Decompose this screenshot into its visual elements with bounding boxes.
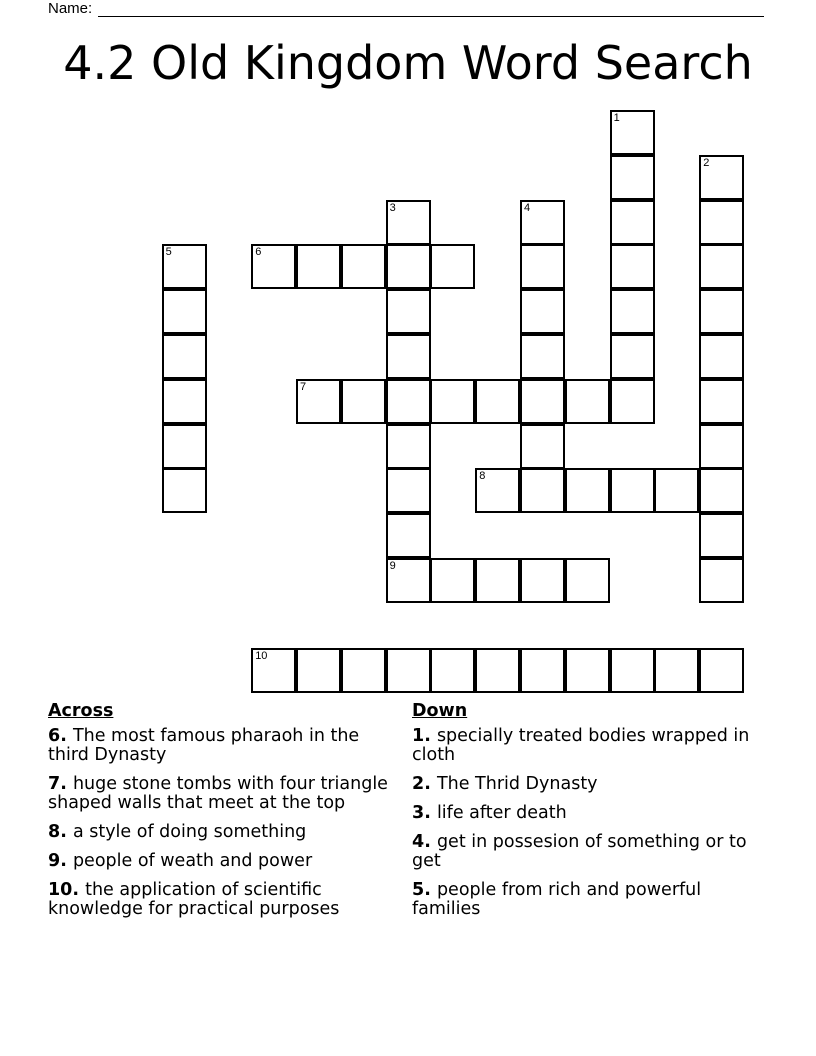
clue-number: 5 <box>412 880 425 900</box>
clue-text: people of weath and power <box>72 851 313 871</box>
grid-cell[interactable] <box>610 289 655 334</box>
clue-number-dot: . <box>72 880 86 900</box>
clue-number: 8 <box>48 822 61 842</box>
grid-cell[interactable] <box>162 289 207 334</box>
clue-text: The Thrid Dynasty <box>436 774 598 794</box>
grid-cell[interactable] <box>699 379 744 424</box>
down-clue <box>412 881 752 919</box>
grid-cell[interactable] <box>386 648 431 693</box>
clue-number: 3 <box>389 201 396 214</box>
across-clue <box>48 775 393 813</box>
grid-cell[interactable] <box>520 648 565 693</box>
grid-cell[interactable] <box>430 558 475 603</box>
clue-number: 8 <box>479 470 486 483</box>
grid-cell[interactable] <box>610 334 655 379</box>
grid-cell[interactable] <box>386 244 431 289</box>
grid-cell[interactable] <box>296 244 341 289</box>
grid-cell[interactable] <box>520 334 565 379</box>
grid-cell[interactable] <box>699 468 744 513</box>
clue-number-dot: . <box>60 822 73 842</box>
clue-text: The most famous pharaoh in the third Dynasty <box>48 726 360 765</box>
clue-number: 1 <box>412 726 425 746</box>
grid-cell[interactable] <box>296 648 341 693</box>
clue-number: 10 <box>255 649 268 662</box>
grid-cell[interactable] <box>162 379 207 424</box>
grid-cell[interactable] <box>386 200 431 245</box>
grid-cell[interactable] <box>386 513 431 558</box>
down-clue <box>412 727 752 765</box>
grid-cell[interactable] <box>162 334 207 379</box>
grid-cell[interactable] <box>520 424 565 469</box>
grid-cell[interactable] <box>341 244 386 289</box>
grid-cell[interactable] <box>475 468 520 513</box>
grid-cell[interactable] <box>386 379 431 424</box>
clue-text: the application of scientific knowledge for practical purposes <box>48 880 340 919</box>
clue-number-dot: . <box>424 726 437 746</box>
grid-cell[interactable] <box>475 648 520 693</box>
grid-cell[interactable] <box>699 558 744 603</box>
grid-cell[interactable] <box>610 110 655 155</box>
grid-cell[interactable] <box>251 648 296 693</box>
name-field[interactable] <box>48 0 764 17</box>
clue-text: a style of doing something <box>72 822 307 842</box>
across-clues <box>48 702 393 929</box>
clue-text: specially treated bodies wrapped in cloth <box>412 726 750 765</box>
clue-number: 3 <box>412 803 425 823</box>
grid-cell[interactable] <box>520 289 565 334</box>
grid-cell[interactable] <box>520 558 565 603</box>
clue-number: 5 <box>165 246 172 259</box>
clue-number: 9 <box>48 851 61 871</box>
grid-cell[interactable] <box>699 424 744 469</box>
grid-cell[interactable] <box>520 379 565 424</box>
clue-number-dot: . <box>60 774 73 794</box>
clue-number-dot: . <box>424 803 437 823</box>
grid-cell[interactable] <box>386 289 431 334</box>
grid-cell[interactable] <box>565 379 610 424</box>
grid-cell[interactable] <box>699 289 744 334</box>
clue-number: 2 <box>703 156 710 169</box>
across-clue <box>48 852 393 871</box>
grid-cell[interactable] <box>430 244 475 289</box>
grid-cell[interactable] <box>430 648 475 693</box>
grid-cell[interactable] <box>162 468 207 513</box>
grid-cell[interactable] <box>520 244 565 289</box>
clue-number: 7 <box>48 774 61 794</box>
grid-cell[interactable] <box>610 379 655 424</box>
grid-cell[interactable] <box>341 648 386 693</box>
across-heading: Across <box>48 701 114 721</box>
clue-number: 4 <box>412 832 425 852</box>
grid-cell[interactable] <box>475 379 520 424</box>
grid-cell[interactable] <box>565 558 610 603</box>
across-clue <box>48 881 393 919</box>
grid-cell[interactable] <box>520 200 565 245</box>
clue-number: 9 <box>389 560 396 572</box>
grid-cell[interactable] <box>520 468 565 513</box>
grid-cell[interactable] <box>162 244 207 289</box>
grid-cell[interactable] <box>251 244 296 289</box>
clue-text: people from rich and powerful families <box>412 880 702 919</box>
grid-cell[interactable] <box>610 244 655 289</box>
clue-number: 7 <box>300 380 307 393</box>
grid-cell[interactable] <box>610 468 655 513</box>
grid-cell[interactable] <box>610 200 655 245</box>
grid-cell[interactable] <box>699 334 744 379</box>
clue-number-dot: . <box>60 851 73 871</box>
grid-cell[interactable] <box>654 468 699 513</box>
clue-number-dot: . <box>424 832 437 852</box>
clue-number: 6 <box>255 246 262 259</box>
grid-cell[interactable] <box>699 155 744 200</box>
across-clue <box>48 823 393 842</box>
down-clue <box>412 804 752 823</box>
grid-cell[interactable] <box>475 558 520 603</box>
clue-number: 10 <box>48 880 73 900</box>
grid-cell[interactable] <box>610 648 655 693</box>
clue-number: 2 <box>412 774 425 794</box>
clue-text: huge stone tombs with four triangle shaped walls that meet at the top <box>48 774 388 813</box>
down-clue <box>412 833 752 871</box>
down-clues <box>412 702 752 929</box>
clue-number: 6 <box>48 726 61 746</box>
down-heading: Down <box>412 701 468 721</box>
clue-text: life after death <box>436 803 567 823</box>
across-clue-list <box>48 727 393 919</box>
clue-number: 1 <box>613 112 620 124</box>
across-clue <box>48 727 393 765</box>
clue-number-dot: . <box>424 880 437 900</box>
grid-cell[interactable] <box>386 424 431 469</box>
grid-cell[interactable] <box>699 200 744 245</box>
grid-cell[interactable] <box>296 379 341 424</box>
grid-cell[interactable] <box>430 379 475 424</box>
grid-cell[interactable] <box>699 513 744 558</box>
grid-cell[interactable] <box>699 648 744 693</box>
grid-cell[interactable] <box>162 424 207 469</box>
clue-number: 4 <box>524 201 531 214</box>
clue-text: get in possesion of something or to get <box>412 832 747 871</box>
grid-cell[interactable] <box>565 648 610 693</box>
clue-number-dot: . <box>60 726 73 746</box>
name-blank-line[interactable] <box>98 1 764 17</box>
page-title: 4.2 Old Kingdom Word Search <box>63 36 753 90</box>
down-clue <box>412 775 752 794</box>
grid-cell[interactable] <box>386 334 431 379</box>
grid-cell[interactable] <box>699 244 744 289</box>
down-clue-list <box>412 727 752 919</box>
grid-cell[interactable] <box>386 558 431 603</box>
grid-cell[interactable] <box>610 155 655 200</box>
name-label: Name: <box>48 0 93 17</box>
grid-cell[interactable] <box>565 468 610 513</box>
clue-number-dot: . <box>424 774 437 794</box>
grid-cell[interactable] <box>341 379 386 424</box>
grid-cell[interactable] <box>386 468 431 513</box>
grid-cell[interactable] <box>654 648 699 693</box>
